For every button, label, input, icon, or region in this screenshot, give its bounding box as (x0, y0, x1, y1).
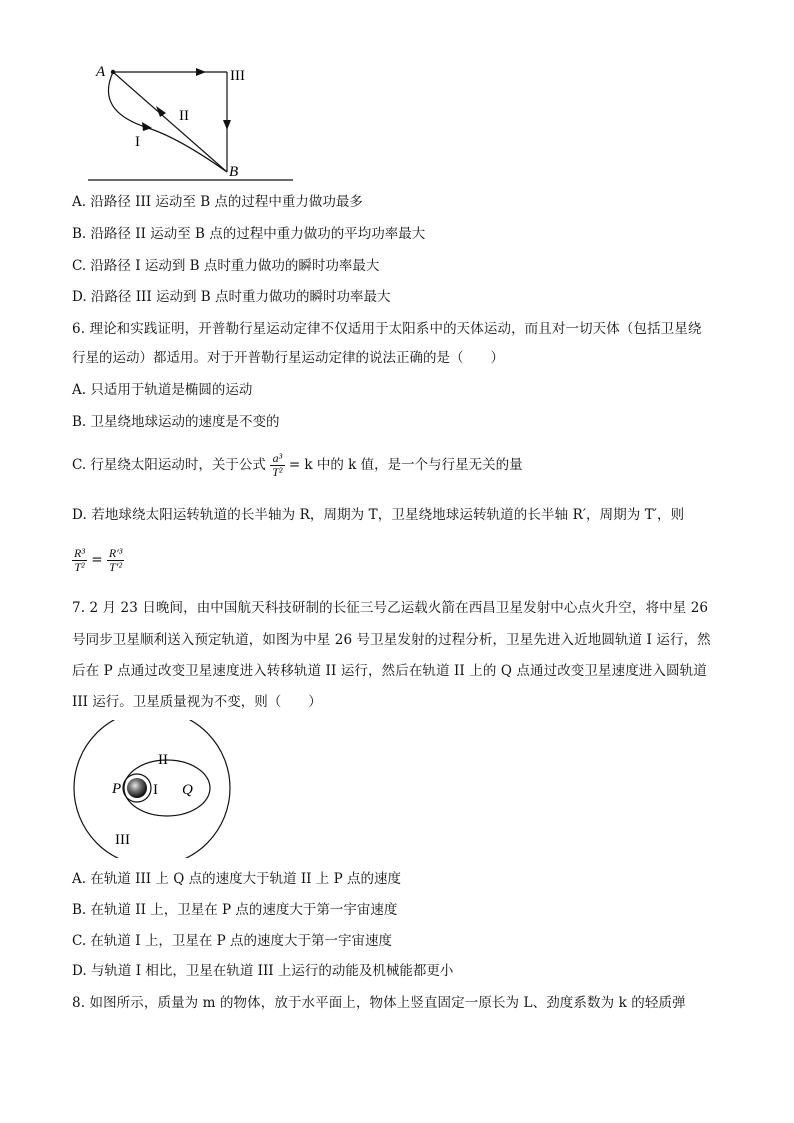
fraction-denominator: T² (272, 465, 283, 479)
label-a: A (96, 64, 106, 80)
q6-stem-line-1: 6. 理论和实践证明，开普勒行星运动定律不仅适用于太阳系中的天体运动，而且对一切天体（包括卫星绕 (72, 321, 702, 337)
q7-option-d: D. 与轨道 I 相比，卫星在轨道 III 上运行的动能及机械能都更小 (72, 963, 454, 979)
label-orbit-3: III (115, 832, 130, 848)
arrow-head (196, 68, 206, 76)
label-orbit-1: I (153, 782, 158, 798)
q8-stem-line-1: 8. 如图所示，质量为 m 的物体，放于水平面上，物体上竖直固定一原长为 L、劲度系数为 k 的轻质弹 (72, 995, 686, 1011)
orbit-figure (72, 720, 234, 858)
q7-option-a: A. 在轨道 III 上 Q 点的速度大于轨道 II 上 P 点的速度 (72, 871, 401, 887)
path-2-line (113, 72, 227, 172)
q5-option-b: B. 沿路径 II 运动至 B 点的过程中重力做功的平均功率最大 (72, 226, 426, 242)
q6-option-c-suffix: = k 中的 k 值，是一个与行星无关的量 (288, 457, 523, 473)
q7-stem-line-4: III 运行。卫星质量视为不变，则（ ） (72, 694, 322, 710)
q5-option-c: C. 沿路径 I 运动到 B 点时重力做功的瞬时功率最大 (72, 258, 380, 274)
equals-sign: = (91, 552, 103, 568)
q7-stem-line-1: 7. 2 月 23 日晚间，由中国航天科技研制的长征三号乙运载火箭在西昌卫星发射中心点火升空，将中星 26 (72, 600, 709, 616)
orbit-3-circle (74, 720, 230, 858)
q5-option-a: A. 沿路径 III 运动至 B 点的过程中重力做功最多 (72, 194, 363, 210)
earth-icon (127, 778, 147, 798)
formula-fraction-left (72, 547, 87, 574)
q6-option-d-formula (72, 540, 124, 580)
label-p: P (112, 781, 122, 797)
q6-stem-line-2: 行星的运动）都适用。对于开普勒行星运动定律的说法正确的是（ ） (72, 350, 504, 366)
q6-option-b: B. 卫星绕地球运动的速度是不变的 (72, 414, 280, 430)
q6-option-c (72, 444, 523, 486)
q7-stem-line-3: 后在 P 点通过改变卫星速度进入转移轨道 II 运行，然后在轨道 II 上的 Q 点通过改变卫星速度进入圆轨道 (72, 663, 707, 679)
fraction-denominator: T′² (109, 560, 123, 574)
q5-option-d: D. 沿路径 III 运动到 B 点时重力做功的瞬时功率最大 (72, 289, 391, 305)
fraction-numerator: R³ (74, 546, 85, 560)
q6-option-a: A. 只适用于轨道是椭圆的运动 (72, 382, 253, 398)
paths-figure (88, 60, 298, 186)
formula-fraction-right (107, 547, 125, 574)
arrow-head (223, 120, 231, 130)
point-a-dot (111, 70, 115, 74)
q6-option-d: D. 若地球绕太阳运转轨道的长半轴为 R，周期为 T，卫星绕地球运转轨道的长半轴 R′，周期为 T′，则 (72, 507, 685, 523)
q6-option-c-prefix: C. 行星绕太阳运动时，关于公式 (72, 457, 266, 473)
label-b: B (229, 164, 239, 180)
kepler-formula-fraction (270, 452, 284, 479)
fraction-numerator: a³ (270, 452, 284, 466)
label-orbit-2: II (158, 752, 168, 768)
fraction-numerator: R′³ (108, 546, 123, 560)
q7-option-b: B. 在轨道 II 上，卫星在 P 点的速度大于第一宇宙速度 (72, 902, 398, 918)
label-q: Q (182, 782, 193, 798)
arrow-head (142, 122, 152, 131)
label-path-2: II (179, 108, 189, 124)
fraction-denominator: T² (74, 560, 85, 574)
q7-stem-line-2: 号同步卫星顺利送入预定轨道，如图为中星 26 号卫星发射的过程分析，卫星先进入近地圆轨道 I 运行，然 (72, 632, 711, 648)
label-path-1: I (135, 134, 140, 150)
label-path-3: III (230, 68, 245, 84)
q7-option-c: C. 在轨道 I 上，卫星在 P 点的速度大于第一宇宙速度 (72, 933, 393, 949)
